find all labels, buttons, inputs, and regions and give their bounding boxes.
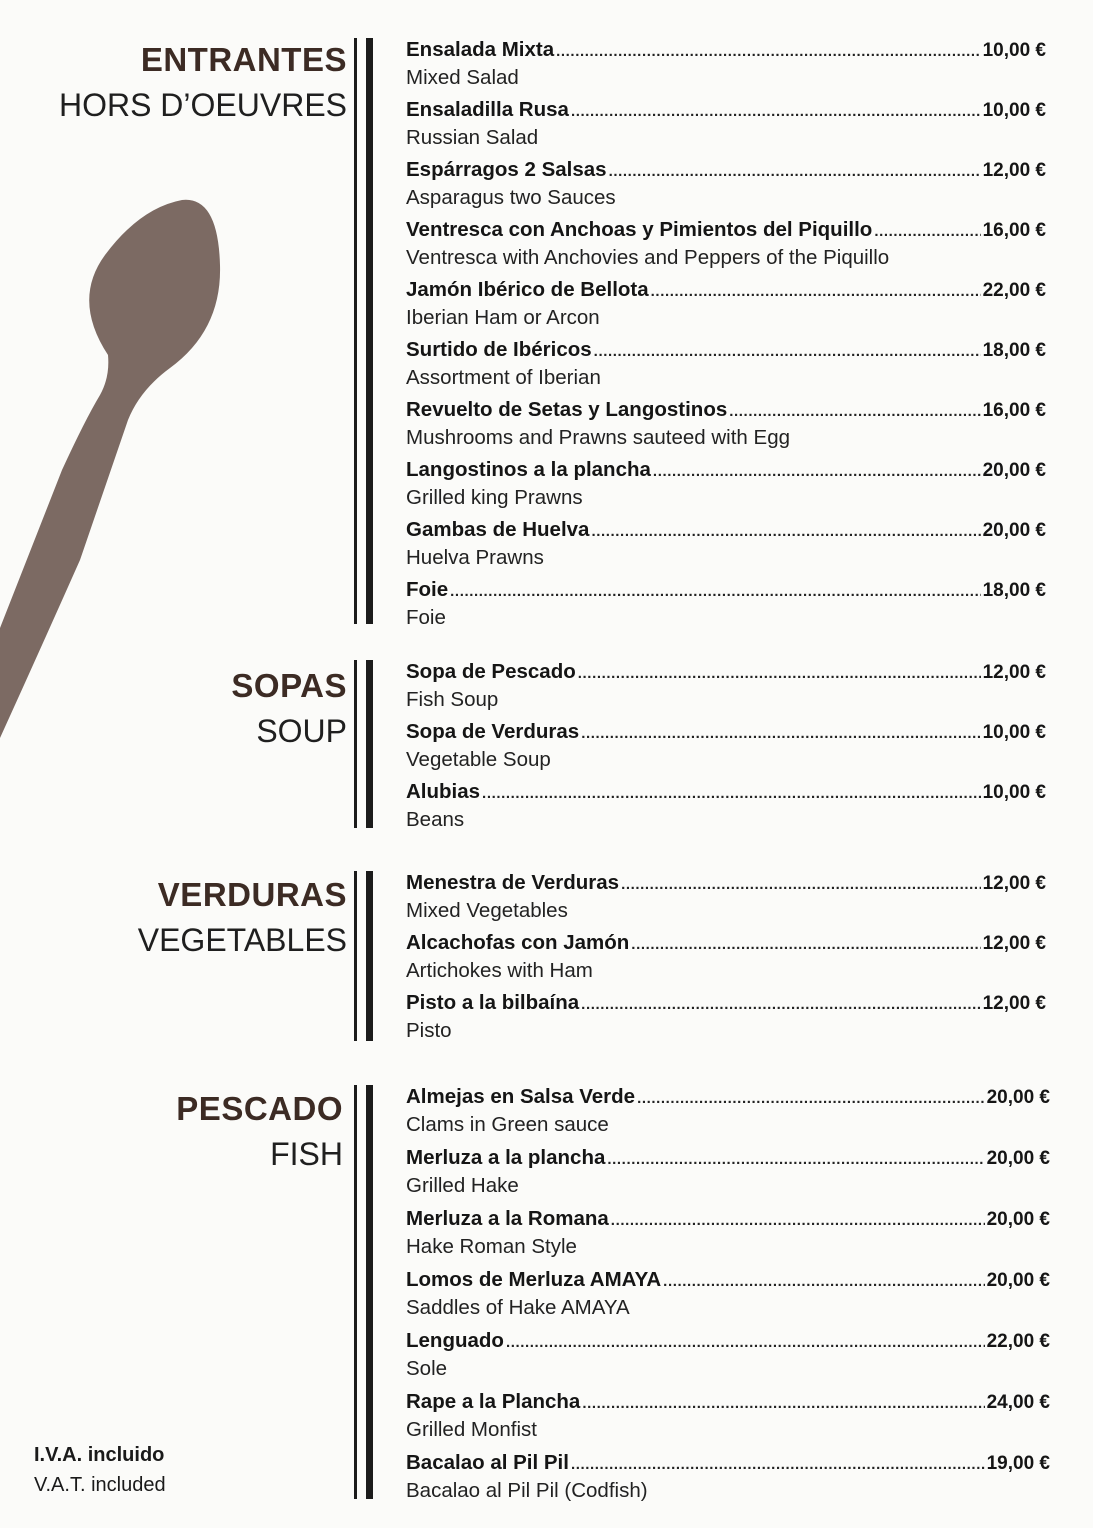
item-price: 24,00 €	[986, 1392, 1050, 1413]
section-title-en: FISH	[270, 1136, 343, 1172]
item-list	[406, 660, 1046, 840]
item-translation: Beans	[406, 808, 465, 831]
menu-item	[406, 158, 1046, 218]
item-name: Alubias	[406, 780, 481, 803]
item-name: Sopa de Verduras	[406, 720, 580, 743]
menu-item	[406, 1085, 1050, 1146]
item-translation: Mixed Vegetables	[406, 899, 568, 922]
item-name: Almejas en Salsa Verde	[406, 1085, 636, 1108]
item-translation: Mushrooms and Prawns sauteed with Egg	[406, 426, 791, 449]
divider-bar	[366, 1085, 373, 1499]
item-translation: Asparagus two Sauces	[406, 186, 616, 209]
vat-note	[34, 1440, 166, 1500]
item-price: 19,00 €	[986, 1453, 1050, 1474]
divider-bar	[354, 1085, 357, 1499]
item-name: Surtido de Ibéricos	[406, 338, 592, 361]
item-name: Merluza a la plancha	[406, 1146, 606, 1169]
menu-item	[406, 1390, 1050, 1451]
divider-bar	[366, 871, 373, 1041]
menu-item	[406, 1451, 1050, 1512]
menu-item	[406, 1146, 1050, 1207]
divider-bar	[354, 38, 357, 624]
item-price: 12,00 €	[982, 933, 1046, 954]
item-price: 12,00 €	[982, 160, 1046, 181]
item-name: Ensaladilla Rusa	[406, 98, 569, 121]
item-name: Sopa de Pescado	[406, 660, 576, 683]
item-translation: Grilled Hake	[406, 1174, 519, 1197]
divider-bar	[366, 660, 373, 828]
divider-bar	[354, 871, 357, 1041]
item-translation: Iberian Ham or Arcon	[406, 306, 600, 329]
item-price: 20,00 €	[986, 1209, 1050, 1230]
item-translation: Russian Salad	[406, 126, 539, 149]
menu-item	[406, 660, 1046, 720]
menu-item	[406, 991, 1046, 1051]
item-name: Ventresca con Anchoas y Pimientos del Piquillo	[406, 218, 873, 241]
item-translation: Fish Soup	[406, 688, 499, 711]
item-translation: Ventresca with Anchovies and Peppers of the Piquillo	[406, 246, 890, 269]
item-name: Lomos de Merluza AMAYA	[406, 1268, 662, 1291]
menu-item	[406, 780, 1046, 840]
menu-item	[406, 1329, 1050, 1390]
item-price: 20,00 €	[986, 1270, 1050, 1291]
item-translation: Mixed Salad	[406, 66, 519, 89]
item-price: 12,00 €	[982, 993, 1046, 1014]
item-translation: Grilled king Prawns	[406, 486, 583, 509]
item-name: Menestra de Verduras	[406, 871, 620, 894]
item-price: 10,00 €	[982, 40, 1046, 61]
section-title-es: PESCADO	[176, 1090, 343, 1127]
item-price: 18,00 €	[982, 580, 1046, 601]
menu-item	[406, 218, 1046, 278]
menu-item	[406, 578, 1046, 638]
section-title-en: VEGETABLES	[137, 922, 347, 958]
item-price: 20,00 €	[986, 1087, 1050, 1108]
section-title-es: ENTRANTES	[140, 41, 347, 78]
item-list	[406, 1085, 1050, 1512]
item-translation: Hake Roman Style	[406, 1235, 577, 1258]
item-translation: Vegetable Soup	[406, 748, 551, 771]
item-price: 18,00 €	[982, 340, 1046, 361]
menu-item	[406, 931, 1046, 991]
item-translation: Huelva Prawns	[406, 546, 544, 569]
item-name: Revuelto de Setas y Langostinos	[406, 398, 728, 421]
item-translation: Grilled Monfist	[406, 1418, 538, 1441]
divider-bar	[366, 38, 373, 624]
item-price: 10,00 €	[982, 722, 1046, 743]
section-title-en: HORS D’OEUVRES	[58, 87, 347, 123]
menu-item	[406, 1268, 1050, 1329]
vat-note-en: V.A.T. included	[34, 1474, 166, 1496]
item-name: Rape a la Plancha	[406, 1390, 581, 1413]
item-translation: Pisto	[406, 1019, 452, 1042]
item-translation: Clams in Green sauce	[406, 1113, 609, 1136]
item-translation: Assortment of Iberian	[406, 366, 601, 389]
item-price: 16,00 €	[982, 400, 1046, 421]
item-price: 22,00 €	[982, 280, 1046, 301]
item-translation: Sole	[406, 1357, 448, 1380]
item-price: 16,00 €	[982, 220, 1046, 241]
item-name: Jamón Ibérico de Bellota	[406, 278, 649, 301]
vat-note-es: I.V.A. incluido	[34, 1444, 165, 1466]
item-price: 12,00 €	[982, 662, 1046, 683]
item-name: Ensalada Mixta	[406, 38, 555, 61]
menu-item	[406, 98, 1046, 158]
item-translation: Saddles of Hake AMAYA	[406, 1296, 630, 1319]
menu-item	[406, 278, 1046, 338]
item-name: Espárragos 2 Salsas	[406, 158, 607, 181]
menu-item	[406, 398, 1046, 458]
menu-item	[406, 338, 1046, 398]
item-price: 20,00 €	[982, 520, 1046, 541]
menu-item	[406, 871, 1046, 931]
item-name: Bacalao al Pil Pil	[406, 1451, 569, 1474]
section-title-en: SOUP	[256, 713, 347, 749]
item-price: 22,00 €	[986, 1331, 1050, 1352]
item-name: Langostinos a la plancha	[406, 458, 651, 481]
item-name: Foie	[406, 578, 449, 601]
item-price: 12,00 €	[982, 873, 1046, 894]
item-translation: Foie	[406, 606, 446, 629]
item-price: 20,00 €	[986, 1148, 1050, 1169]
menu-item	[406, 38, 1046, 98]
item-translation: Bacalao al Pil Pil (Codfish)	[406, 1479, 648, 1502]
item-name: Merluza a la Romana	[406, 1207, 609, 1230]
item-list	[406, 38, 1046, 638]
item-name: Pisto a la bilbaína	[406, 991, 580, 1014]
divider-bar	[354, 660, 357, 828]
item-price: 10,00 €	[982, 782, 1046, 803]
item-name: Lenguado	[406, 1329, 504, 1352]
item-price: 20,00 €	[982, 460, 1046, 481]
section-title-es: VERDURAS	[157, 876, 347, 913]
item-name: Gambas de Huelva	[406, 518, 590, 541]
menu-item	[406, 458, 1046, 518]
menu-item	[406, 518, 1046, 578]
item-translation: Artichokes with Ham	[406, 959, 593, 982]
menu-item	[406, 720, 1046, 780]
item-price: 10,00 €	[982, 100, 1046, 121]
menu-item	[406, 1207, 1050, 1268]
section-title-es: SOPAS	[231, 667, 347, 704]
item-list	[406, 871, 1046, 1051]
item-name: Alcachofas con Jamón	[406, 931, 630, 954]
